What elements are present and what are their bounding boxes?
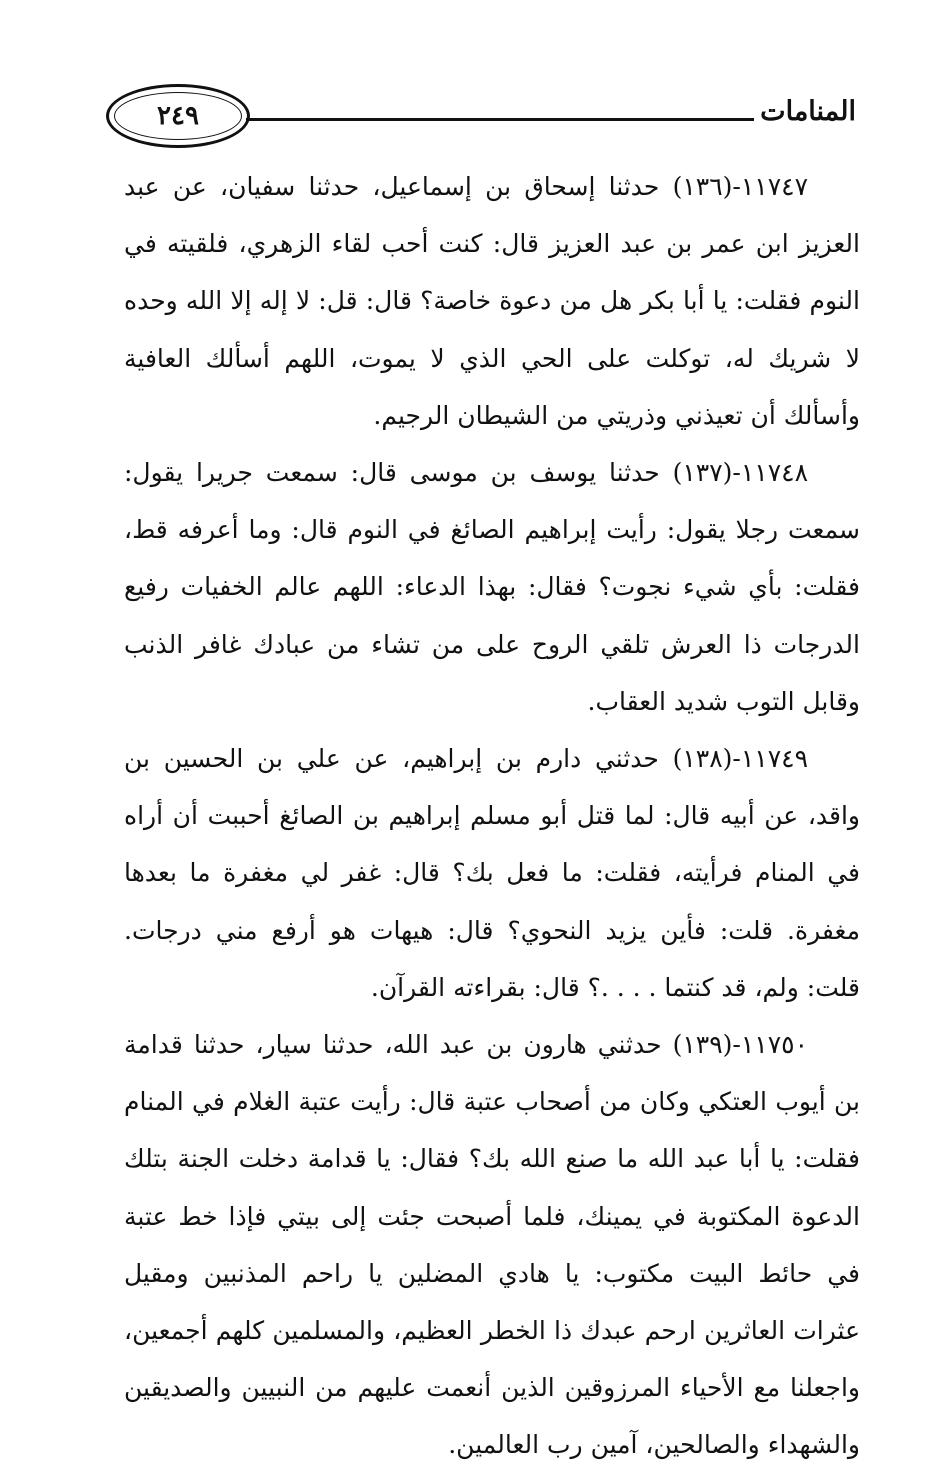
header-rule <box>246 118 754 121</box>
running-title: المنامات <box>760 96 856 127</box>
page-number: ٢٤٩ <box>157 101 199 131</box>
entry-11747 <box>124 158 860 444</box>
entry-text: ١١٧٤٨-(١٣٧) حدثنا يوسف بن موسى قال: سمعت جريرا يقول: سمعت رجلا يقول: رأيت إبراهيم الصائغ في النوم قال: وما أعرفه قط، فقلت: بأي شيء نجوت؟ فقال: بهذا الدعاء: اللهم عالم الخفيات رفيع الدرجات ذا العرش تلقي الروح على من تشاء من عبادك غافر الذنب وقابل التوب شديد العقاب. <box>124 458 860 716</box>
page-number-frame <box>106 84 250 148</box>
entry-text: ١١٧٥٠-(١٣٩) حدثني هارون بن عبد الله، حدثنا سيار، حدثنا قدامة بن أيوب العتكي وكان من أصحاب عتبة قال: رأيت عتبة الغلام في المنام فقلت: يا أبا عبد الله ما صنع الله بك؟ فقال: يا قدامة دخلت الجنة بتلك الدعوة المكتوبة في يمينك، فلما أصبحت جئت إلى بيتي فإذا خط عتبة في حائط البيت مكتوب: يا هادي المضلين يا راحم المذنبين ومقيل عثرات العاثرين ارحم عبدك ذا الخطر العظيم، والمسلمين كلهم أجمعين، واجعلنا مع الأحياء المرزوقين الذين أنعمت عليهم من النبيين والصديقين والشهداء والصالحين، آمين رب العالمين. <box>124 1030 860 1460</box>
entry-text: ١١٧٤٩-(١٣٨) حدثني دارم بن إبراهيم، عن علي بن الحسين بن واقد، عن أبيه قال: لما قتل أبو مسلم إبراهيم بن الصائغ أحببت أن أراه في المنام فرأيته، فقلت: ما فعل بك؟ قال: غفر لي مغفرة ما بعدها مغفرة. قلت: فأين يزيد النحوي؟ قال: هيهات هو أرفع مني درجات. قلت: ولم، قد كنتما . . . .؟ قال: بقراءته القرآن. <box>124 744 860 1002</box>
entry-11749 <box>124 730 860 1016</box>
entry-11750 <box>124 1016 860 1474</box>
page-header <box>100 84 856 154</box>
page-body <box>124 158 860 1474</box>
entry-text: ١١٧٤٧-(١٣٦) حدثنا إسحاق بن إسماعيل، حدثنا سفيان، عن عبد العزيز ابن عمر بن عبد العزيز قال: كنت أحب لقاء الزهري، فلقيته في النوم فقلت: يا أبا بكر هل من دعوة خاصة؟ قال: قل: لا إله إلا الله وحده لا شريك له، توكلت على الحي الذي لا يموت، اللهم أسألك العافية وأسألك أن تعيذني وذريتي من الشيطان الرجيم. <box>124 172 860 430</box>
entry-11748 <box>124 444 860 730</box>
